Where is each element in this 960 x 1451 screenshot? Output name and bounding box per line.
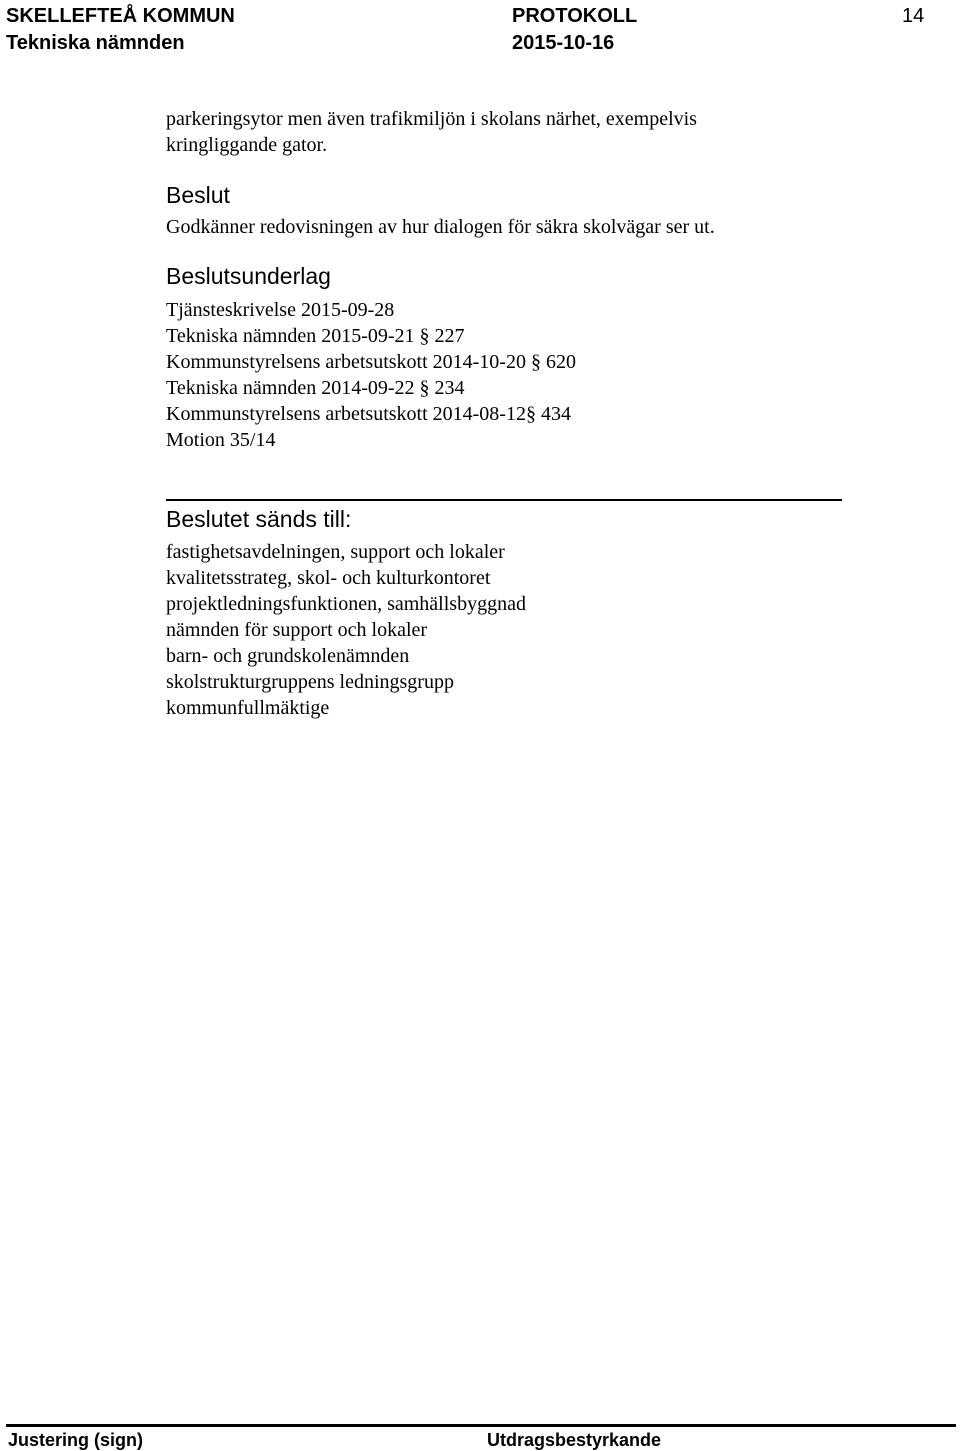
underlag-item	[166, 375, 576, 401]
underlag-item-section: 227	[434, 325, 465, 347]
recipient-item: kommunfullmäktige	[166, 697, 330, 719]
beslut-text: Godkänner redovisningen av hur dialogen för säkra skolvägar ser ut.	[166, 216, 715, 238]
intro-paragraph	[166, 106, 697, 158]
underlag-item-text: Tjänsteskrivelse 2015-09-28	[166, 299, 395, 321]
section-sign-icon: §	[530, 351, 541, 373]
org-name: SKELLEFTEÅ KOMMUN	[6, 5, 235, 27]
recipient-item: skolstrukturgruppens ledningsgrupp	[166, 671, 454, 693]
underlag-item-text: Tekniska nämnden 2014-09-22	[166, 377, 415, 399]
recipients-list	[166, 539, 526, 721]
intro-line: parkeringsytor men även trafikmiljön i skolans närhet, exempelvis	[166, 108, 697, 130]
justering-label: Justering (sign)	[8, 1430, 144, 1450]
section-sign-icon: §	[419, 325, 430, 347]
underlag-item-section: 620	[545, 351, 576, 373]
document-date: 2015-10-16	[512, 32, 615, 54]
underlag-item	[166, 401, 576, 427]
underlag-list	[166, 297, 576, 453]
beslut-heading: Beslut	[166, 182, 230, 208]
recipient-item: projektledningsfunktionen, samhällsbyggnad	[166, 593, 526, 615]
underlag-heading: Beslutsunderlag	[166, 263, 331, 289]
section-sign-icon: §	[525, 403, 536, 425]
underlag-item-text: Motion 35/14	[166, 429, 276, 451]
recipient-item: nämnden för support och lokaler	[166, 619, 428, 641]
underlag-item	[166, 349, 576, 375]
utdrag-label: Utdragsbestyrkande	[487, 1430, 662, 1450]
section-sign-icon: §	[419, 377, 430, 399]
section-divider	[166, 499, 842, 501]
footer-rule	[6, 1424, 956, 1427]
document-type: PROTOKOLL	[512, 5, 638, 27]
recipient-item: fastighetsavdelningen, support och lokaler	[166, 541, 505, 563]
underlag-item-section: 234	[434, 377, 465, 399]
page-number: 14	[902, 5, 925, 27]
underlag-item-section: 434	[540, 403, 571, 425]
intro-line: kringliggande gator.	[166, 134, 328, 156]
underlag-item	[166, 297, 576, 323]
recipient-item: kvalitetsstrateg, skol- och kulturkontoret	[166, 567, 491, 589]
underlag-item	[166, 323, 576, 349]
underlag-item	[166, 427, 576, 453]
committee-name: Tekniska nämnden	[6, 32, 185, 54]
underlag-item-text: Kommunstyrelsens arbetsutskott 2014-10-20	[166, 351, 526, 373]
underlag-item-text: Kommunstyrelsens arbetsutskott 2014-08-12	[166, 403, 526, 425]
sands-heading: Beslutet sänds till:	[166, 506, 352, 532]
recipient-item: barn- och grundskolenämnden	[166, 645, 410, 667]
underlag-item-text: Tekniska nämnden 2015-09-21	[166, 325, 415, 347]
